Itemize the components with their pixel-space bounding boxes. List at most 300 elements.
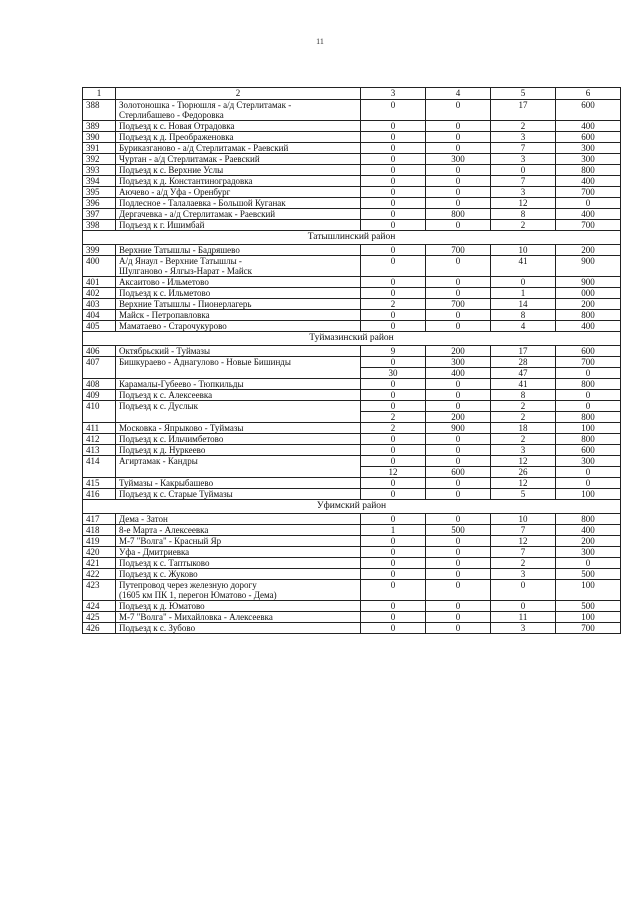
value: 0 (455, 310, 461, 320)
road-name (116, 121, 361, 132)
value-cell (491, 357, 556, 379)
value: 12 (518, 198, 528, 208)
value-cell (361, 514, 426, 525)
value: 800 (581, 514, 595, 524)
road-name-line: Верхние Татышлы - Бадряшево (119, 245, 240, 255)
road-name (116, 245, 361, 256)
value: 17 (518, 346, 528, 356)
value: 0 (455, 288, 461, 298)
value: 600 (426, 466, 490, 477)
value-cell (556, 514, 621, 525)
value-cell (426, 525, 491, 536)
value: 800 (556, 411, 620, 422)
road-name (116, 580, 361, 601)
value: 3 (520, 623, 526, 633)
district-title: Уфимский район (83, 500, 621, 514)
road-name (116, 209, 361, 220)
value: 12 (518, 536, 528, 546)
table-row (83, 558, 621, 569)
value-cell (361, 489, 426, 500)
value-cell (491, 536, 556, 547)
value-cell (491, 390, 556, 401)
value: 18 (518, 423, 528, 433)
value: 0 (455, 390, 461, 400)
table-row (83, 310, 621, 321)
road-name-line: Агиртамак - Кандры (119, 456, 198, 466)
value: 0 (390, 445, 396, 455)
road-name-line: Подъезд к д. Преображеновка (119, 132, 234, 142)
value-cell (426, 346, 491, 357)
value: 2 (390, 423, 396, 433)
value: 600 (581, 445, 595, 455)
value: 0 (455, 121, 461, 131)
value: 1 (520, 288, 526, 298)
value: 0 (455, 176, 461, 186)
table-row (83, 357, 621, 379)
value: 5 (520, 489, 526, 499)
value-cell (361, 277, 426, 288)
road-name-line: Аючево - а/д Уфа - Оренбург (119, 187, 231, 197)
value-cell (426, 445, 491, 456)
value: 0 (390, 245, 396, 255)
value: 300 (581, 456, 595, 466)
value: 47 (491, 367, 555, 378)
header-cell: 3 (361, 88, 426, 100)
value: 0 (390, 310, 396, 320)
value-cell (361, 525, 426, 536)
value-cell (556, 132, 621, 143)
row-number: 420 (83, 547, 116, 558)
value: 0 (455, 536, 461, 546)
value: 800 (581, 379, 595, 389)
header-cell: 1 (83, 88, 116, 100)
road-name (116, 456, 361, 478)
value: 17 (518, 100, 528, 110)
value-cell (426, 379, 491, 390)
value-cell (426, 277, 491, 288)
value-cell (491, 434, 556, 445)
value: 400 (426, 367, 490, 378)
value: 0 (390, 514, 396, 524)
value-cell (361, 558, 426, 569)
road-name-line: Подъезд к с. Таптыково (119, 558, 210, 568)
road-name-line: Подлесное - Талалаевка - Большой Куганак (119, 198, 286, 208)
value-cell (361, 346, 426, 357)
table-row (83, 100, 621, 121)
value-cell (491, 623, 556, 634)
value-cell (556, 612, 621, 623)
value: 0 (556, 466, 620, 477)
value: 700 (581, 623, 595, 633)
value-cell (556, 434, 621, 445)
value: 100 (581, 423, 595, 433)
row-number: 415 (83, 478, 116, 489)
table-row (83, 198, 621, 209)
row-number: 400 (83, 256, 116, 277)
value: 700 (451, 245, 465, 255)
road-name (116, 100, 361, 121)
row-number: 405 (83, 321, 116, 332)
value: 0 (455, 220, 461, 230)
road-name (116, 401, 361, 423)
value-cell (556, 346, 621, 357)
row-number: 391 (83, 143, 116, 154)
district-header-row (83, 231, 621, 245)
road-name-line: Дема - Затон (119, 514, 168, 524)
road-name-line: Стерлибашево - Федоровка (119, 110, 224, 120)
value: 28 (518, 357, 528, 367)
road-name (116, 220, 361, 231)
value-cell (556, 536, 621, 547)
table-row (83, 256, 621, 277)
value-cell (491, 346, 556, 357)
value-cell (361, 176, 426, 187)
value-cell (556, 321, 621, 332)
value-cell (426, 187, 491, 198)
value: 30 (361, 367, 425, 378)
value-cell (426, 143, 491, 154)
road-name (116, 187, 361, 198)
value-cell (361, 100, 426, 121)
value: 0 (455, 623, 461, 633)
value: 0 (585, 558, 591, 568)
value-cell (556, 187, 621, 198)
value-cell (556, 525, 621, 536)
value: 9 (390, 346, 396, 356)
value-cell (426, 456, 491, 478)
value-cell (556, 310, 621, 321)
page-number: 11 (316, 37, 324, 46)
value: 3 (520, 154, 526, 164)
value: 0 (390, 478, 396, 488)
value-cell (556, 601, 621, 612)
value-cell (426, 514, 491, 525)
value-cell (491, 601, 556, 612)
value-cell (426, 209, 491, 220)
value-cell (556, 198, 621, 209)
value-cell (491, 299, 556, 310)
value-cell (361, 357, 426, 379)
table-row (83, 580, 621, 601)
road-name (116, 310, 361, 321)
value: 0 (455, 132, 461, 142)
value-cell (426, 154, 491, 165)
value: 200 (581, 536, 595, 546)
value: 0 (455, 379, 461, 389)
value-cell (426, 198, 491, 209)
table-row (83, 132, 621, 143)
row-number: 404 (83, 310, 116, 321)
road-name (116, 558, 361, 569)
value-cell (491, 121, 556, 132)
value: 3 (520, 187, 526, 197)
table-row (83, 434, 621, 445)
value-cell (556, 209, 621, 220)
value-cell (426, 132, 491, 143)
value-cell (491, 310, 556, 321)
table-row (83, 165, 621, 176)
road-name (116, 478, 361, 489)
table-row (83, 525, 621, 536)
road-name (116, 346, 361, 357)
value: 700 (581, 187, 595, 197)
value-cell (361, 245, 426, 256)
row-number: 422 (83, 569, 116, 580)
value: 0 (390, 547, 396, 557)
row-number: 394 (83, 176, 116, 187)
row-number: 388 (83, 100, 116, 121)
value: 3 (520, 569, 526, 579)
value: 400 (581, 525, 595, 535)
value-cell (491, 165, 556, 176)
value: 0 (585, 401, 591, 411)
row-number: 392 (83, 154, 116, 165)
value-cell (491, 209, 556, 220)
value-cell (491, 245, 556, 256)
value: 200 (451, 346, 465, 356)
row-number: 418 (83, 525, 116, 536)
road-name (116, 547, 361, 558)
road-name-line: Октябрьский - Туймазы (119, 346, 210, 356)
value-cell (556, 288, 621, 299)
value-cell (361, 601, 426, 612)
value: 0 (390, 580, 396, 590)
value-cell (426, 321, 491, 332)
row-number: 396 (83, 198, 116, 209)
value-cell (556, 357, 621, 379)
row-number: 410 (83, 401, 116, 423)
value-cell (491, 580, 556, 601)
value-cell (491, 478, 556, 489)
value-cell (426, 176, 491, 187)
value-cell (361, 310, 426, 321)
value-cell (361, 379, 426, 390)
value: 600 (581, 346, 595, 356)
value-cell (491, 445, 556, 456)
value-cell (361, 143, 426, 154)
road-name-line: Бишкураево - Аднагулово - Новые Бишинды (119, 357, 291, 367)
road-name (116, 357, 361, 379)
value-cell (426, 390, 491, 401)
table-row (83, 514, 621, 525)
road-name-line: Подъезд к д. Нуркеево (119, 445, 206, 455)
value: 0 (390, 209, 396, 219)
table-row (83, 321, 621, 332)
value: 000 (581, 288, 595, 298)
road-name (116, 569, 361, 580)
road-name-line: Подъезд к с. Верхние Услы (119, 165, 224, 175)
value: 0 (455, 601, 461, 611)
value: 8 (520, 390, 526, 400)
table-row (83, 187, 621, 198)
road-name-line: Туймазы - Какрыбашево (119, 478, 214, 488)
row-number: 425 (83, 612, 116, 623)
value-cell (556, 379, 621, 390)
road-name (116, 132, 361, 143)
value: 2 (520, 401, 526, 411)
value-cell (491, 100, 556, 121)
row-number: 417 (83, 514, 116, 525)
value-cell (361, 321, 426, 332)
value-cell (361, 456, 426, 478)
district-title: Туймазинский район (83, 332, 621, 346)
value-cell (491, 423, 556, 434)
value: 0 (390, 100, 396, 110)
road-name-line: Подъезд к с. Ильчимбетово (119, 434, 224, 444)
value-cell (426, 580, 491, 601)
value: 2 (390, 299, 396, 309)
road-name-line: Маматаево - Старочукурово (119, 321, 227, 331)
value-cell (426, 623, 491, 634)
value: 0 (390, 536, 396, 546)
value: 2 (520, 434, 526, 444)
row-number: 412 (83, 434, 116, 445)
value-cell (361, 390, 426, 401)
value: 0 (390, 357, 396, 367)
value: 0 (455, 256, 461, 266)
value-cell (491, 220, 556, 231)
road-name (116, 198, 361, 209)
row-number: 423 (83, 580, 116, 601)
value: 7 (520, 547, 526, 557)
value: 0 (390, 132, 396, 142)
road-name (116, 288, 361, 299)
road-name-line: Золотоношка - Тюрюшля - а/д Стерлитамак - (119, 100, 292, 110)
value-cell (361, 478, 426, 489)
value: 0 (585, 390, 591, 400)
value-cell (361, 198, 426, 209)
value-cell (556, 121, 621, 132)
value: 900 (451, 423, 465, 433)
value-cell (361, 154, 426, 165)
value: 3 (520, 132, 526, 142)
value: 0 (556, 367, 620, 378)
value-cell (491, 401, 556, 423)
table-row (83, 547, 621, 558)
value-cell (491, 379, 556, 390)
value-cell (491, 154, 556, 165)
value-cell (361, 288, 426, 299)
road-name-line: 8-е Марта - Алексеевка (119, 525, 209, 535)
table-row (83, 288, 621, 299)
value: 11 (518, 612, 528, 622)
row-number: 397 (83, 209, 116, 220)
road-name-line: Аксаитово - Ильметово (119, 277, 209, 287)
value: 0 (455, 612, 461, 622)
row-number: 419 (83, 536, 116, 547)
road-name (116, 445, 361, 456)
value-cell (426, 558, 491, 569)
table-row (83, 401, 621, 423)
table-row (83, 536, 621, 547)
value: 800 (581, 310, 595, 320)
value: 12 (518, 456, 528, 466)
value-cell (426, 220, 491, 231)
row-number: 393 (83, 165, 116, 176)
value-cell (426, 434, 491, 445)
value-cell (361, 220, 426, 231)
value: 0 (455, 514, 461, 524)
value: 900 (581, 277, 595, 287)
table-row (83, 277, 621, 288)
table-body (83, 88, 621, 634)
value: 0 (390, 390, 396, 400)
value: 0 (455, 580, 461, 590)
value: 0 (520, 277, 526, 287)
value: 0 (390, 569, 396, 579)
road-name (116, 256, 361, 277)
value: 41 (518, 379, 528, 389)
table-row (83, 121, 621, 132)
road-name (116, 612, 361, 623)
value: 26 (491, 466, 555, 477)
value: 0 (390, 401, 396, 411)
row-number: 395 (83, 187, 116, 198)
row-number: 408 (83, 379, 116, 390)
value-cell (491, 187, 556, 198)
road-name (116, 277, 361, 288)
value-cell (426, 601, 491, 612)
value: 0 (455, 456, 461, 466)
value-cell (491, 321, 556, 332)
road-name-line: А/д Янаул - Верхние Татышлы - (119, 256, 242, 266)
value-cell (491, 143, 556, 154)
value: 300 (451, 154, 465, 164)
value-cell (361, 612, 426, 623)
value-cell (426, 612, 491, 623)
table-row (83, 489, 621, 500)
row-number: 421 (83, 558, 116, 569)
value: 0 (520, 165, 526, 175)
road-name-line: М-7 "Волга" - Красный Яр (119, 536, 222, 546)
value: 0 (455, 547, 461, 557)
value: 1 (390, 525, 396, 535)
road-name-line: Верхние Татышлы - Пионерлагерь (119, 299, 252, 309)
row-number: 409 (83, 390, 116, 401)
value-cell (556, 100, 621, 121)
table-row (83, 245, 621, 256)
value-cell (426, 357, 491, 379)
table-row (83, 456, 621, 478)
value-cell (491, 288, 556, 299)
value: 2 (520, 558, 526, 568)
road-name (116, 299, 361, 310)
value: 0 (455, 143, 461, 153)
road-name (116, 623, 361, 634)
value: 2 (520, 220, 526, 230)
value-cell (556, 623, 621, 634)
value: 400 (581, 121, 595, 131)
value: 0 (390, 256, 396, 266)
value: 500 (581, 569, 595, 579)
value-cell (361, 580, 426, 601)
district-header-row (83, 332, 621, 346)
value: 0 (390, 601, 396, 611)
value-cell (491, 456, 556, 478)
value: 41 (518, 256, 528, 266)
road-name-line: Подъезд к с. Зубово (119, 623, 196, 633)
value-cell (491, 558, 556, 569)
value: 800 (581, 434, 595, 444)
value-cell (361, 434, 426, 445)
road-name (116, 176, 361, 187)
value: 300 (581, 154, 595, 164)
table-row (83, 445, 621, 456)
row-number: 413 (83, 445, 116, 456)
value-cell (556, 445, 621, 456)
value: 0 (455, 478, 461, 488)
value: 300 (581, 143, 595, 153)
